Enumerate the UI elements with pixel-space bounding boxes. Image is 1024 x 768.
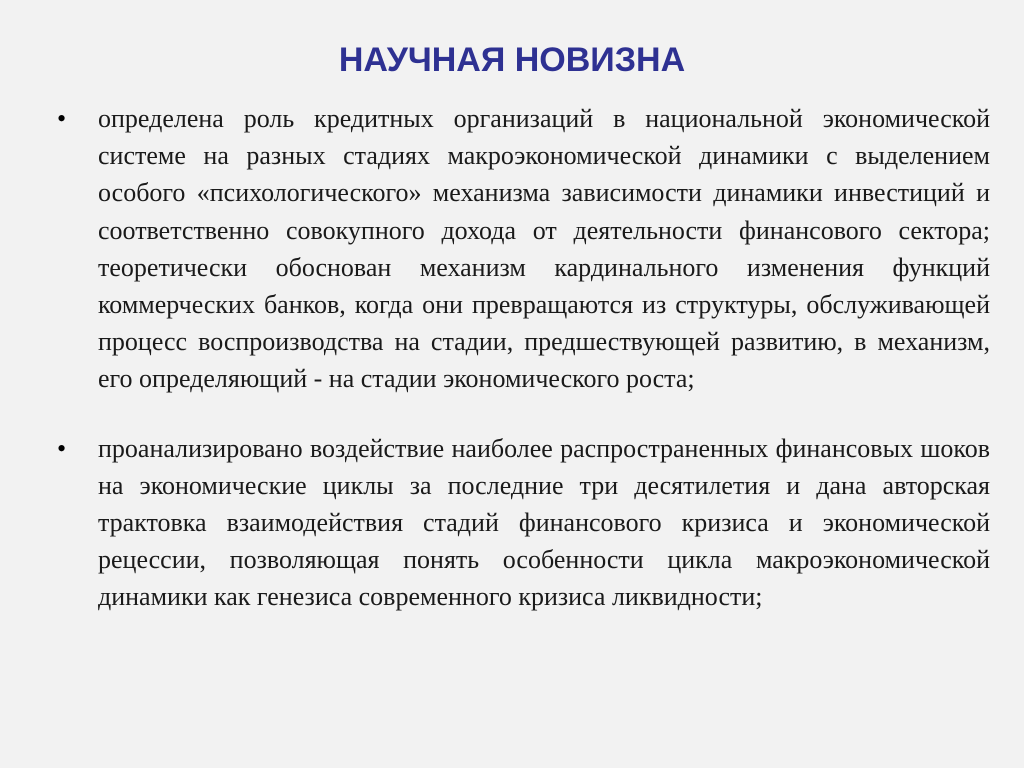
bullet-item: [0, 430, 1024, 616]
bullet-item: [0, 100, 1024, 398]
bullet-marker: •: [57, 104, 67, 133]
slide-title: НАУЧНАЯ НОВИЗНА: [338, 41, 686, 79]
bullet-text: определена роль кредитных организаций в национальной экономической системе на разных стадиях макроэкономической динамики с выделением особого «психологического» механизма зависимости динамики инвестиций и соответственно совокупного дохода от деятельности финансового сектора; теоретически обоснован механизм кардинального изменения функций коммерческих банков, когда они превращаются из структуры, обслуживающей процесс воспроизводства на стадии, предшествующей развитию, в механизм, его определяющий - на стадии экономического роста;: [98, 104, 990, 394]
bullet-list: [0, 100, 1024, 616]
bullet-marker: •: [57, 433, 67, 463]
bullet-text: проанализировано воздействие наиболее распространенных финансовых шоков на экономические циклы за последние три десятилетия и дана авторская трактовка взаимодействия стадий финансового кризиса и экономической рецессии, позволяющая понять особенности цикла макроэкономической динамики как генезиса современного кризиса ликвидности;: [98, 433, 990, 612]
